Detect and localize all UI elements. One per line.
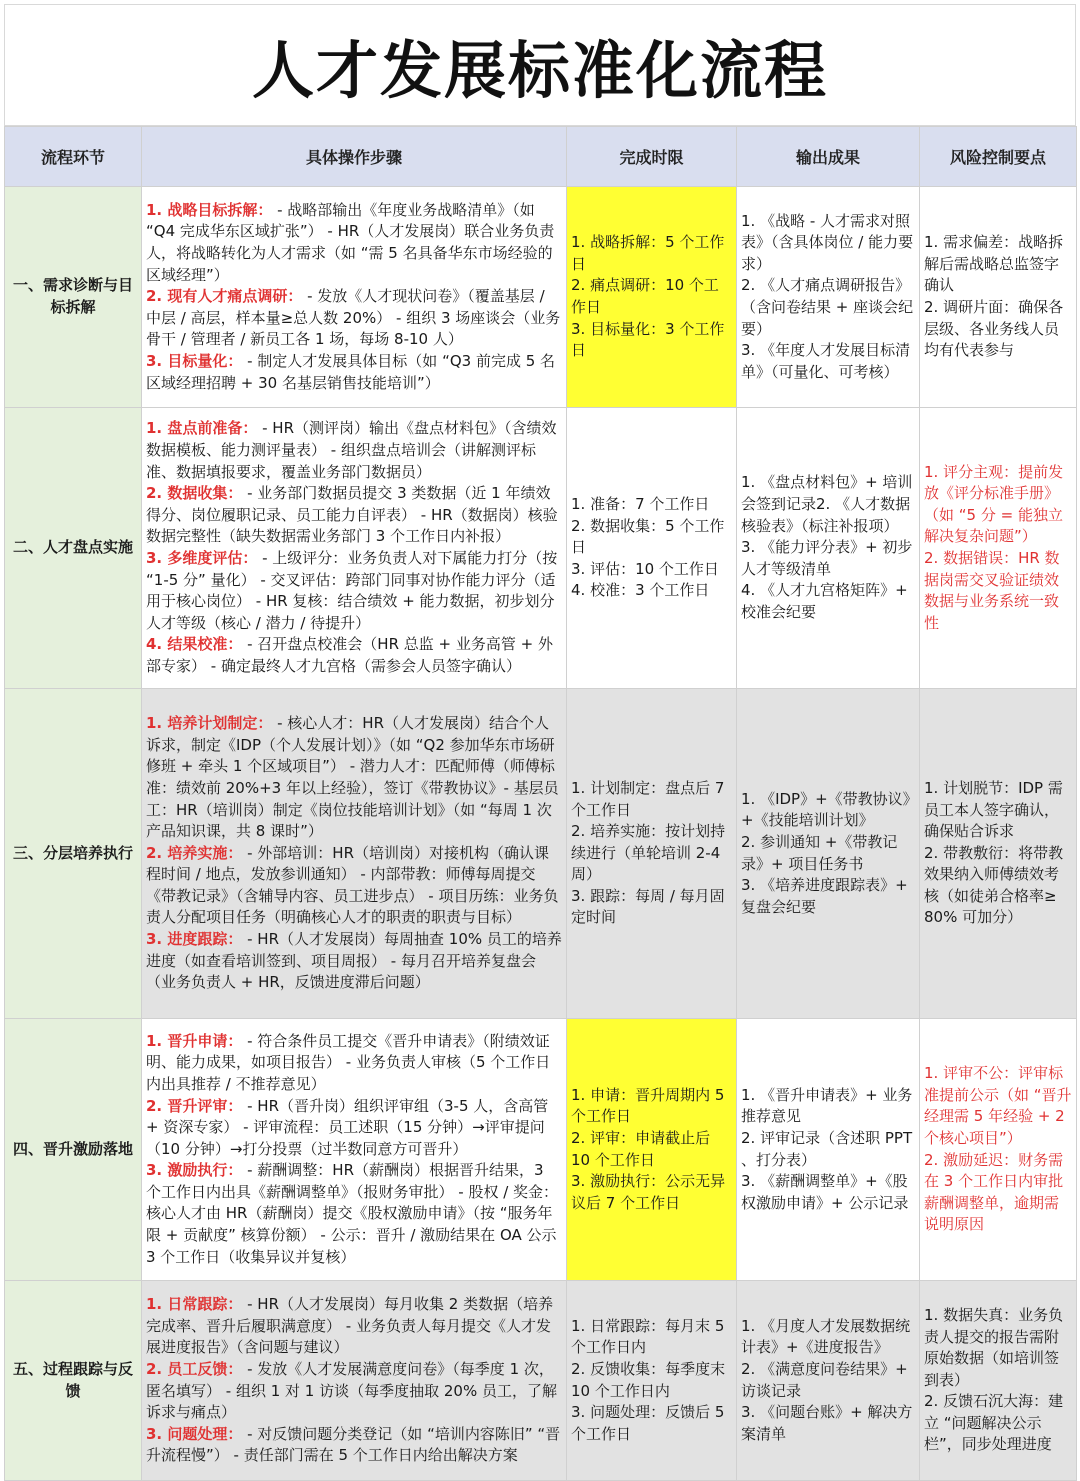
- output-cell-line: 1. 《盘点材料包》+ 培训会签到记录2. 《人才数据核验表》（标注补报项）: [741, 473, 913, 535]
- risk-cell-line: 1. 评审不公：评审标准提前公示（如 “晋升经理需 5 年经验 + 2 个核心项目”）: [924, 1064, 1072, 1147]
- step-text: - 业务部门数据员提交 3 类数据（近 1 年绩效得分、岗位履职记录、员工能力自评表） - HR（数据岗）核验数据完整性（缺失数据需业务部门 3 个工作日内补报）: [146, 484, 558, 546]
- output-cell-line: 2. 评审记录（含述职 PPT 、打分表）: [741, 1128, 913, 1169]
- step-text: - HR（测评岗）输出《盘点材料包》（含绩效数据模板、能力测评量表） - 组织盘点培训会（讲解测评标准、数据填报要求，覆盖业务部门数据员）: [146, 419, 557, 481]
- step-title: 3. 问题处理：: [146, 1424, 243, 1443]
- step-title: 2. 现有人才痛点调研：: [146, 287, 303, 306]
- step-title: 2. 培养实施：: [146, 843, 243, 862]
- step-title: 2. 数据收集：: [146, 484, 243, 503]
- stage-cell: 五、过程跟踪与反馈: [5, 1281, 142, 1481]
- header-stage: 流程环节: [5, 127, 142, 187]
- risk-cell-line: 2. 调研片面：确保各层级、各业务线人员均有代表参与: [924, 298, 1064, 360]
- step-text: - 外部培训：HR（培训岗）对接机构（确认课程时间 / 地点，发放参训通知） - 内部带教：师傅每周提交《带教记录》（含辅导内容、员工进步点） - 项目历练：业务负责人分配项目任务（明确核心人才的职责的职责与目标）: [146, 843, 559, 927]
- stage-cell: 四、晋升激励落地: [5, 1019, 142, 1281]
- step-title: 2. 晋升评审：: [146, 1096, 243, 1115]
- stage-cell: 二、人才盘点实施: [5, 408, 142, 689]
- step-title: 3. 多维度评估：: [146, 549, 258, 567]
- title-banner: [4, 4, 1076, 126]
- output-cell-line: 3. 《问题台账》+ 解决方案清单: [741, 1403, 913, 1443]
- deadline-cell: [567, 1019, 737, 1281]
- step-text: - 发放《人才现状问卷》（覆盖基层 / 中层 / 高层，样本量≥总人数 20%） - 组织 3 场座谈会（业务骨干 / 管理者 / 新员工各 1 场，每场 8-10 人）: [146, 287, 561, 349]
- step-title: 3. 激励执行：: [146, 1161, 243, 1180]
- risk-cell-line: 2. 反馈石沉大海：建立 “问题解决公示栏”，同步处理进度: [924, 1392, 1064, 1454]
- risk-cell: [920, 408, 1077, 689]
- step-title: 1. 日常跟踪：: [146, 1295, 243, 1314]
- deadline-cell-line: 3. 激励执行：公示无异议后 7 个工作日: [571, 1172, 726, 1212]
- output-cell-line: 1. 《月度人才发展数据统计表》+《进度报告》: [741, 1316, 911, 1357]
- step-text: - 战略部输出《年度业务战略清单》（如 “Q4 完成华东区域扩张”） - HR（人才发展岗）联合业务负责人，将战略转化为人才需求（如 “需 5 名具备华东市场经验的区域经理”）: [146, 200, 555, 284]
- deadline-cell-line: 1. 日常跟踪：每月末 5 个工作日内: [571, 1316, 725, 1357]
- risk-cell-line: 1. 评分主观：提前发放《评分标准手册》（如 “5 分 = 能独立解决复杂问题”）: [924, 462, 1064, 546]
- table-row: [5, 408, 1077, 689]
- deadline-cell-line: 3. 评估：10 个工作日: [571, 559, 719, 578]
- risk-cell-line: 2. 数据错误：HR 数据岗需交叉验证绩效数据与业务系统一致性: [924, 549, 1060, 632]
- step-title: 1. 盘点前准备：: [146, 419, 258, 438]
- risk-cell: [920, 1019, 1077, 1281]
- output-cell: [737, 1019, 920, 1281]
- step-title: 2. 员工反馈：: [146, 1359, 243, 1378]
- risk-cell-line: 1. 需求偏差：战略拆解后需战略总监签字确认: [924, 233, 1064, 295]
- steps-cell: [142, 1019, 567, 1281]
- output-cell: [737, 408, 920, 689]
- steps-cell: [142, 408, 567, 689]
- header-steps: 具体操作步骤: [142, 127, 567, 187]
- deadline-cell-line: 2. 评审：申请截止后 10 个工作日: [571, 1128, 711, 1169]
- table-row: [5, 689, 1077, 1019]
- step-text: - 召开盘点校准会（HR 总监 + 业务高管 + 外部专家） - 确定最终人才九宫格（需参会人员签字确认）: [146, 635, 553, 675]
- output-cell-line: 1. 《IDP》+《带教协议》+《技能培训计划》: [741, 789, 911, 830]
- steps-cell: [142, 689, 567, 1019]
- step-title: 3. 目标量化：: [146, 351, 243, 370]
- stage-cell: 三、分层培养执行: [5, 689, 142, 1019]
- output-cell-line: 3. 《能力评分表》+ 初步人才等级清单: [741, 538, 913, 578]
- step-title: 1. 培养计划制定：: [146, 714, 273, 733]
- output-cell-line: 4. 《人才九宫格矩阵》+ 校准会纪要: [741, 581, 908, 621]
- header-output: 输出成果: [737, 127, 920, 187]
- output-cell-line: 3. 《薪酬调整单》+《股权激励申请》+ 公示记录: [741, 1172, 909, 1212]
- deadline-cell: [567, 408, 737, 689]
- output-cell: [737, 187, 920, 408]
- deadline-cell-line: 3. 问题处理：反馈后 5 个工作日: [571, 1403, 725, 1443]
- step-text: - 上级评分：业务负责人对下属能力打分（按 “1-5 分” 量化） - 交叉评估：跨部门同事对协作能力评分（适用于核心岗位） - HR 复核：结合绩效 + 能力数据，初步划分人才等级（核心 / 潜力 / 待提升）: [146, 549, 558, 632]
- deadline-cell: [567, 689, 737, 1019]
- page-title: 人才发展标准化流程: [251, 33, 828, 107]
- step-title: 1. 晋升申请：: [146, 1031, 243, 1050]
- step-text: - 核心人才：HR（人才发展岗）结合个人诉求，制定《IDP（个人发展计划）》（如 “Q2 参加华东市场研修班 + 牵头 1 个区域项目”） - 潜力人才：匹配师傅（师傅标准：绩效前 20%+3 年以上经验），签订《带教协议》- 基层员工：HR（培训岗）制定《岗位技能培训计划》（如 “每周 1 次产品知识课，共 8 课时”）: [146, 714, 559, 841]
- output-cell-line: 3. 《培养进度跟踪表》+ 复盘会纪要: [741, 876, 908, 916]
- process-table: [4, 126, 1077, 1481]
- deadline-cell-line: 2. 痛点调研：10 个工作日: [571, 276, 719, 316]
- step-title: 4. 结果校准：: [146, 635, 243, 654]
- step-title: 3. 进度跟踪：: [146, 930, 243, 949]
- risk-cell-line: 1. 计划脱节：IDP 需员工本人签字确认，确保贴合诉求: [924, 778, 1063, 841]
- stage-cell: 一、需求诊断与目标拆解: [5, 187, 142, 408]
- deadline-cell-line: 2. 反馈收集：每季度末 10 个工作日内: [571, 1359, 726, 1400]
- step-text: - 发放《人才发展满意度问卷》（每季度 1 次，匿名填写） - 组织 1 对 1 访谈（每季度抽取 20% 员工，了解诉求与痛点）: [146, 1359, 557, 1422]
- header-deadline: 完成时限: [567, 127, 737, 187]
- deadline-cell-line: 2. 数据收集：5 个工作日: [571, 516, 725, 557]
- deadline-cell: [567, 187, 737, 408]
- step-title: 1. 战略目标拆解：: [146, 200, 273, 219]
- risk-cell-line: 2. 激励延迟：财务需在 3 个工作日内审批薪酬调整单，逾期需说明原因: [924, 1150, 1064, 1234]
- header-risk: 风险控制要点: [920, 127, 1077, 187]
- output-cell-line: 2. 《满意度问卷结果》+ 访谈记录: [741, 1359, 908, 1400]
- table-header-row: [5, 127, 1077, 187]
- output-cell-line: 2. 《人才痛点调研报告》（含问卷结果 + 座谈会纪要）: [741, 276, 914, 338]
- steps-cell: [142, 187, 567, 408]
- step-text: - 薪酬调整：HR（薪酬岗）根据晋升结果，3 个工作日内出具《薪酬调整单》（报财务审批） - 股权 / 奖金：核心人才由 HR（薪酬岗）提交《股权激励申请》（按 “服务年限 + 贡献度” 核算份额） - 公示：晋升 / 激励结果在 OA 公示 3 个工作日（收集异议并复核）: [146, 1161, 559, 1266]
- risk-cell-line: 2. 带教敷衍：将带教效果纳入师傅绩效考核（如徒弟合格率≥ 80% 可加分）: [924, 843, 1064, 927]
- step-text: - HR（人才发展岗）每月收集 2 类数据（培养完成率、晋升后履职满意度） - 业务负责人每月提交《人才发展进度报告》（含问题与建议）: [146, 1295, 554, 1357]
- deadline-cell-line: 3. 目标量化：3 个工作日: [571, 319, 725, 360]
- output-cell-line: 1. 《晋升申请表》+ 业务推荐意见: [741, 1085, 913, 1126]
- step-text: - 符合条件员工提交《晋升申请表》（附绩效证明、能力成果，如项目报告） - 业务负责人审核（5 个工作日内出具推荐 / 不推荐意见）: [146, 1031, 551, 1093]
- table-row: [5, 1281, 1077, 1481]
- deadline-cell-line: 1. 战略拆解：5 个工作日: [571, 233, 725, 273]
- step-text: - HR（人才发展岗）每周抽查 10% 员工的培养进度（如查看培训签到、项目周报） - 每月召开培养复盘会（业务负责人 + HR，反馈进度滞后问题）: [146, 930, 562, 992]
- table-row: [5, 1019, 1077, 1281]
- risk-cell: [920, 1281, 1077, 1481]
- deadline-cell-line: 2. 培养实施：按计划持续进行（单轮培训 2-4 周）: [571, 822, 726, 884]
- deadline-cell-line: 1. 计划制定：盘点后 7 个工作日: [571, 778, 725, 819]
- risk-cell: [920, 187, 1077, 408]
- output-cell: [737, 689, 920, 1019]
- table-row: [5, 187, 1077, 408]
- deadline-cell-line: 1. 准备：7 个工作日: [571, 495, 710, 514]
- output-cell-line: 3. 《年度人才发展目标清单》（可量化、可考核）: [741, 341, 911, 381]
- risk-cell-line: 1. 数据失真：业务负责人提交的报告需附原始数据（如培训签到表）: [924, 1305, 1064, 1389]
- deadline-cell-line: 4. 校准：3 个工作日: [571, 581, 710, 600]
- output-cell-line: 2. 参训通知 +《带教记录》+ 项目任务书: [741, 832, 898, 873]
- risk-cell: [920, 689, 1077, 1019]
- deadline-cell: [567, 1281, 737, 1481]
- steps-cell: [142, 1281, 567, 1481]
- output-cell-line: 1. 《战略 - 人才需求对照表》（含具体岗位 / 能力要求）: [741, 211, 914, 273]
- output-cell: [737, 1281, 920, 1481]
- deadline-cell-line: 3. 跟踪：每周 / 每月固定时间: [571, 886, 725, 927]
- step-text: - 对反馈问题分类登记（如 “培训内容陈旧” “晋升流程慢”） - 责任部门需在 5 个工作日内给出解决方案: [146, 1424, 561, 1465]
- deadline-cell-line: 1. 申请：晋升周期内 5 个工作日: [571, 1085, 725, 1126]
- step-text: - 制定人才发展具体目标（如 “Q3 前完成 5 名区域经理招聘 + 30 名基层销售技能培训”）: [146, 351, 556, 392]
- step-text: - HR（晋升岗）组织评审组（3-5 人，含高管 + 资深专家） - 评审流程：员工述职（15 分钟）→评审提问（10 分钟）→打分投票（过半数同意方可晋升）: [146, 1096, 549, 1158]
